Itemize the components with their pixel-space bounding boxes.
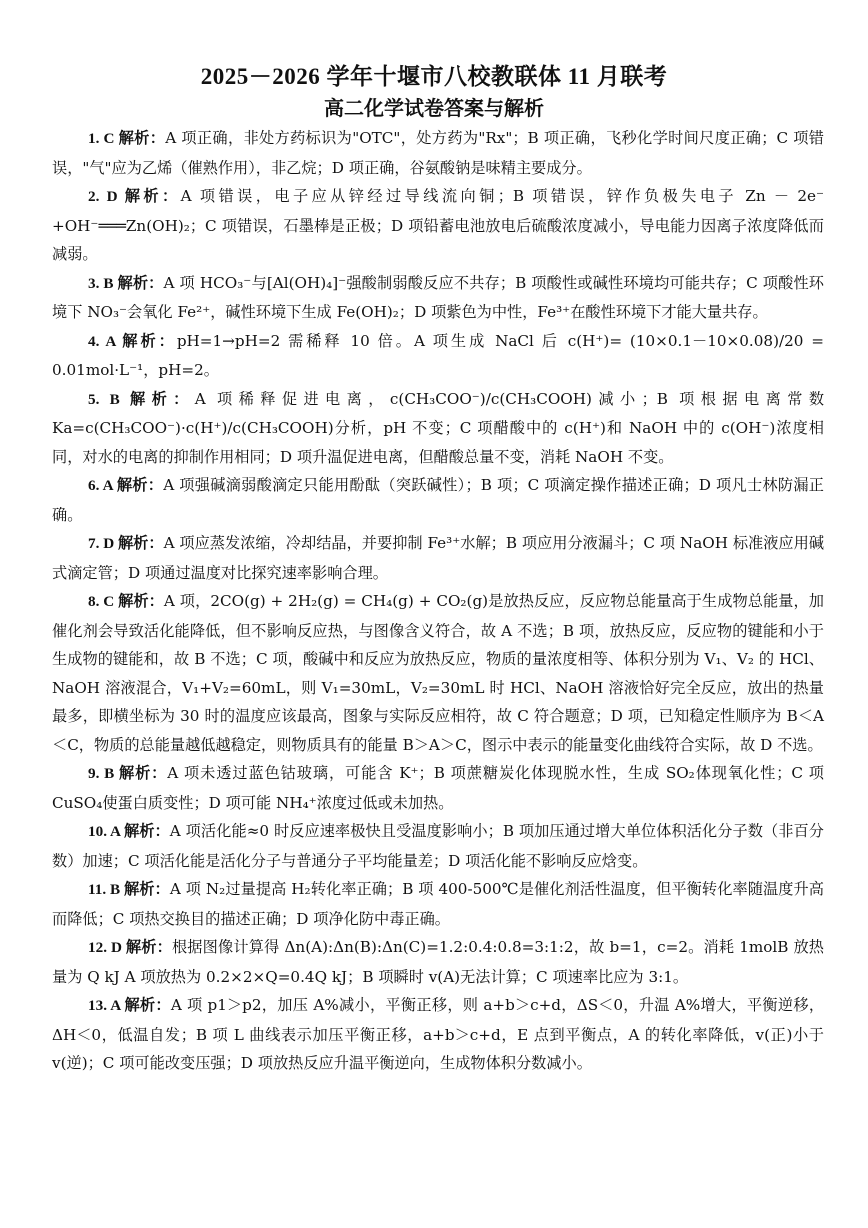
answer-text: A 项应蒸发浓缩，冷却结晶，并要抑制 Fe³⁺水解；B 项应用分液漏斗；C 项 NaOH 标准液应用碱式滴定管；D 项通过温度对比探究速率影响合理。 — [52, 534, 825, 582]
answer-item-13 — [52, 991, 824, 1078]
answer-item-7 — [52, 529, 824, 587]
answer-item-12 — [52, 933, 824, 991]
page-subtitle: 高二化学试卷答案与解析 — [324, 96, 544, 120]
answer-list — [52, 124, 824, 1078]
answer-item-11 — [52, 875, 824, 933]
answer-text: A 项 N₂过量提高 H₂转化率正确；B 项 400-500℃是催化剂活性温度，但平衡转化率随温度升高而降低；C 项热交换目的描述正确；D 项净化防中毒正确。 — [52, 880, 824, 928]
answer-text: A 项，2CO(g) + 2H₂(g) = CH₄(g) + CO₂(g)是放热反应，反应物总能量高于生成物总能量，加催化剂会导致活化能降低，但不影响反应热，与图像含义符合，故 A 不选；B 项，放热反应，反应物的键能和小于生成物的键能和，故 B 不选；C 项，酸碱中和反应为放热反应，物质的量浓度相等、体积分别为 V₁、V₂ 的 HCl、NaOH 溶液混合，V₁+V₂=60mL，则 V₁=30mL，V₂=30mL 时 HCl、NaOH 溶液恰好完全反应，放出的热量最多，即横坐标为 30 时的温度应该最高，图象与实际反应相符，故 C 符合题意；D 项，已知稳定性顺序为 B＜A＜C，物质的总能量越低越稳定，则物质具有的能量 B＞A＞C，图示中表示的能量变化曲线符合实际，故 D 不选。 — [52, 592, 824, 754]
answer-label: 11. B 解析： — [88, 881, 170, 898]
answer-text: A 项稀释促进电离，c(CH₃COO⁻)/c(CH₃COOH)减小；B 项根据电离常数 Ka=c(CH₃COO⁻)·c(H⁺)/c(CH₃COOH)分析，pH 不变；C 项醋酸中的 c(H⁺)和 NaOH 中的 c(OH⁻)浓度相同，对水的电离的抑制作用相同；D 项升温促进电离，但醋酸总量不变，消耗 NaOH 不变。 — [52, 389, 825, 466]
answer-text: 根据图像计算得 Δn(A):Δn(B):Δn(C)=1.2:0.4:0.8=3:1:2，故 b=1，c=2。消耗 1molB 放热量为 Q kJ A 项放热为 0.2×2×Q=0.4Q kJ；B 项瞬时 v(A)无法计算；C 项速率比应为 3:1。 — [52, 938, 824, 986]
answer-label: 10. A 解析： — [88, 823, 170, 840]
answer-text: A 项未透过蓝色钴玻璃，可能含 K⁺；B 项蔗糖炭化体现脱水性，生成 SO₂体现氧化性；C 项 CuSO₄使蛋白质变性；D 项可能 NH₄⁺浓度过低或未加热。 — [52, 764, 824, 812]
answer-text: A 项 HCO₃⁻与[Al(OH)₄]⁻强酸制弱酸反应不共存；B 项酸性或碱性环境均可能共存；C 项酸性环境下 NO₃⁻会氧化 Fe²⁺，碱性环境下生成 Fe(OH)₂；D 项紫色为中性，Fe³⁺在酸性环境下才能大量共存。 — [52, 273, 824, 321]
answer-label: 3. B 解析： — [88, 274, 164, 292]
answer-label: 8. C 解析： — [88, 593, 164, 610]
answer-label: 5. B 解析： — [88, 390, 195, 408]
answer-label: 7. D 解析： — [88, 535, 164, 552]
answer-item-8 — [52, 587, 824, 759]
answer-text: A 项强碱滴弱酸滴定只能用酚酞（突跃碱性）；B 项；C 项滴定操作描述正确；D 项凡士林防漏正确。 — [52, 476, 824, 524]
answer-text: A 项错误，电子应从锌经过导线流向铜；B 项错误，锌作负极失电子 Zn － 2e⁻ +OH⁻═══Zn(OH)₂；C 项错误，石墨棒是正极；D 项铅蓄电池放电后硫酸浓度减小，导电能力因离子浓度降低而减弱。 — [52, 187, 824, 263]
answer-item-1 — [52, 124, 824, 182]
answer-item-10 — [52, 817, 824, 875]
answer-item-5 — [52, 385, 824, 472]
answer-item-6 — [52, 471, 824, 529]
answer-text: pH=1→pH=2 需稀释 10 倍。A 项生成 NaCl 后 c(H⁺)= (10×0.1－10×0.08)/20 = 0.01mol·L⁻¹，pH=2。 — [52, 331, 824, 379]
answer-text: A 项正确，非处方药标识为"OTC"，处方药为"Rx"；B 项正确，飞秒化学时间尺度正确；C 项错误，"气"应为乙烯（催熟作用），非乙烷；D 项正确，谷氨酸钠是味精主要成分。 — [52, 129, 824, 177]
answer-label: 12. D 解析： — [88, 939, 172, 956]
answer-label: 1. C 解析： — [88, 130, 166, 147]
answer-label: 2. D 解析： — [88, 188, 181, 205]
answer-label: 9. B 解析： — [88, 765, 168, 782]
answer-label: 6. A 解析： — [88, 477, 164, 494]
answer-item-3 — [52, 269, 824, 327]
answer-label: 13. A 解析： — [88, 997, 171, 1014]
page-title: 2025－2026 学年十堰市八校教联体 11 月联考 — [200, 64, 668, 89]
answer-text: A 项 p1＞p2，加压 A%减小，平衡正移，则 a+b＞c+d，ΔS＜0，升温 A%增大，平衡逆移，ΔH＜0，低温自发；B 项 L 曲线表示加压平衡正移，a+b＞c+d，E 点到平衡点，A 的转化率降低，v(正)小于 v(逆)；C 项可能改变压强；D 项放热反应升温平衡逆向，生成物体积分数减小。 — [52, 996, 825, 1072]
answer-item-4 — [52, 327, 824, 385]
answer-item-9 — [52, 759, 824, 817]
answer-label: 4. A 解析： — [88, 332, 177, 350]
answer-item-2 — [52, 182, 824, 269]
answer-text: A 项活化能≈0 时反应速率极快且受温度影响小；B 项加压通过增大单位体积活化分子数（非百分数）加速；C 项活化能是活化分子与普通分子平均能量差；D 项活化能不影响反应焓变。 — [52, 822, 824, 870]
